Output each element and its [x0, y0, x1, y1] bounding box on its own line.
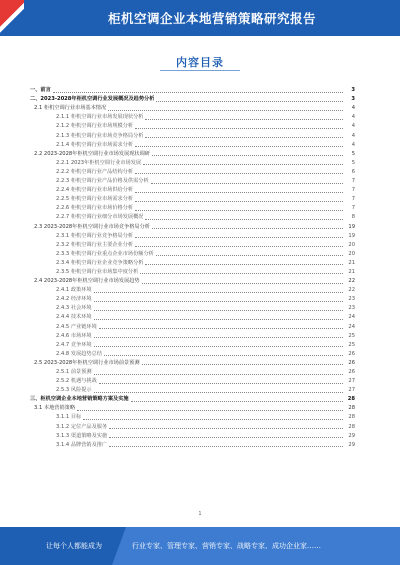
toc-entry[interactable] [30, 395, 355, 404]
toc-entry-page: 5 [351, 159, 355, 166]
toc-entry[interactable] [30, 195, 355, 204]
toc-dot-leader [135, 146, 343, 147]
toc-entry-text: 3.1.3 渠道策略及实施 [56, 432, 108, 439]
toc-entry-text: 2.2 2023-2028年柜机空调行业市场发展现状调研 [34, 150, 150, 157]
toc-entry-text: 3.1.1 目标 [56, 414, 82, 421]
toc-entry[interactable] [30, 404, 355, 413]
toc-entry-text: 2.5.2 机遇与挑战 [56, 378, 97, 385]
toc-entry-text: 一、前言 [30, 87, 51, 94]
report-title: 柜机空调企业本地营销策略研究报告 [107, 11, 316, 26]
toc-entry-text: 2.4 2023-2028年柜机空调行业市场发展趋势 [34, 278, 140, 285]
toc-entry-page: 6 [351, 168, 355, 175]
toc-dot-leader [140, 273, 343, 274]
toc-entry[interactable] [30, 168, 355, 177]
footer-tagline: 行业专家、管理专家、营销专家、战略专家、成功企业家…… [132, 542, 321, 550]
toc-entry[interactable] [30, 122, 355, 131]
toc-entry[interactable] [30, 259, 355, 268]
toc-entry[interactable] [30, 386, 355, 395]
toc-entry-text: 2.1 柜机空调行业市场基本情况 [34, 105, 107, 112]
toc-entry[interactable] [30, 177, 355, 186]
toc-entry-page: 21 [348, 259, 355, 266]
toc-dot-leader [145, 264, 343, 265]
toc-entry-page: 28 [347, 396, 355, 403]
toc-entry-page: 27 [348, 387, 355, 394]
toc-entry-page: 19 [348, 232, 355, 239]
toc-entry-page: 19 [348, 223, 355, 230]
toc-entry-text: 2.2.3 柜机空调行业产品价格及供需分析 [56, 178, 149, 185]
toc-entry[interactable] [30, 359, 355, 368]
toc-entry-text: 2.2.4 柜机空调行业市场供给分析 [56, 187, 134, 194]
toc-entry-page: 7 [351, 187, 355, 194]
toc-entry[interactable] [30, 413, 355, 422]
toc-entry-text: 2.1.3 柜机空调行业市场竞争格局分析 [56, 132, 144, 139]
toc-dot-leader [142, 283, 343, 284]
toc-entry-page: 26 [348, 350, 355, 357]
toc-dot-leader [94, 319, 343, 320]
toc-entry[interactable] [30, 286, 355, 295]
toc-entry[interactable] [30, 222, 355, 231]
toc-entry-page: 7 [351, 205, 355, 212]
toc-entry[interactable] [30, 104, 355, 113]
toc-entry-text: 2.2.2 柜机空调行业产品结构分析 [56, 168, 134, 175]
toc-entry[interactable] [30, 141, 355, 150]
toc-entry[interactable] [30, 295, 355, 304]
toc-dot-leader [135, 128, 343, 129]
toc-entry-text: 2.4.5 产业链环境 [56, 323, 97, 330]
toc-entry-text: 2.2.7 柜机空调行业细分市场发展概况 [56, 214, 144, 221]
toc-entry-page: 27 [348, 378, 355, 385]
toc-entry-text: 2.3.2 柜机空调行业主要企业分析 [56, 241, 134, 248]
toc-entry[interactable] [30, 213, 355, 222]
toc-dot-leader [143, 164, 343, 165]
toc-entry-text: 2.4.6 市场环境 [56, 332, 92, 339]
toc-entry[interactable] [30, 368, 355, 377]
toc-dot-leader [135, 210, 343, 211]
toc-entry[interactable] [30, 232, 355, 241]
toc-dot-leader [94, 374, 343, 375]
toc-entry-page: 7 [351, 196, 355, 203]
toc-entry-page: 4 [351, 132, 355, 139]
toc-entry[interactable] [30, 268, 355, 277]
report-footer [0, 527, 400, 565]
toc-entry-page: 4 [351, 141, 355, 148]
toc-dot-leader [77, 410, 343, 411]
toc-entry-text: 2.3 2023-2028年柜机空调行业市场竞争格局分析 [34, 223, 150, 230]
toc-dot-leader [135, 192, 343, 193]
toc-entry-text: 2.3.3 柜机空调行业重点企业市场份额分析 [56, 250, 154, 257]
toc-entry[interactable] [30, 241, 355, 250]
toc-entry-page: 26 [348, 369, 355, 375]
toc-dot-leader [94, 301, 343, 302]
toc-entry-page: 3 [351, 96, 355, 103]
table-of-contents [30, 86, 355, 506]
toc-entry-text: 2.4.1 政策环境 [56, 287, 92, 294]
toc-entry-page: 29 [348, 432, 355, 439]
toc-entry-page: 3 [351, 87, 355, 94]
toc-dot-leader [135, 173, 343, 174]
toc-entry[interactable] [30, 377, 355, 386]
toc-entry-text: 2.2.5 柜机空调行业市场需求分析 [56, 196, 134, 203]
toc-entry-page: 25 [348, 332, 355, 339]
toc-entry[interactable] [30, 159, 355, 168]
toc-dot-leader [99, 328, 343, 329]
toc-heading: 内容目录 [176, 56, 224, 69]
toc-entry[interactable] [30, 186, 355, 195]
toc-entry[interactable] [30, 422, 355, 431]
report-header [0, 0, 400, 36]
toc-dot-leader [156, 255, 343, 256]
toc-dot-leader [151, 183, 343, 184]
toc-entry-page: 7 [351, 178, 355, 185]
toc-entry[interactable] [30, 313, 355, 322]
toc-entry[interactable] [30, 95, 355, 104]
toc-entry-page: 22 [348, 287, 355, 294]
toc-dot-leader [108, 110, 343, 111]
toc-entry-text: 2.4.3 社会环境 [56, 305, 92, 312]
toc-entry-page: 26 [348, 359, 355, 366]
toc-entry[interactable] [30, 341, 355, 350]
toc-entry-page: 24 [348, 323, 355, 330]
toc-entry-text: 3.1 本地营销策略 [34, 405, 76, 412]
toc-entry-page: 23 [348, 296, 355, 303]
toc-dot-leader [135, 237, 343, 238]
toc-entry-text: 二、2023-2028年柜机空调行业发展概况及趋势分析 [30, 96, 155, 103]
toc-dot-leader [109, 446, 343, 447]
toc-dot-leader [131, 401, 343, 402]
toc-entry-page: 21 [348, 268, 355, 275]
toc-entry-text: 2.5 2023-2028年柜机空调行业市场前景预测 [34, 359, 140, 366]
toc-entry-page: 22 [348, 278, 355, 285]
toc-dot-leader [142, 364, 343, 365]
toc-entry-text: 2.3.1 柜机空调行业竞争格局分析 [56, 232, 134, 239]
toc-entry-text: 2.4.8 发展趋势总结 [56, 350, 102, 357]
toc-entry-text: 2.1.4 柜机空调行业市场需求分析 [56, 141, 134, 148]
toc-entry-text: 三、柜机空调企业本地营销策略方案及实施 [30, 396, 129, 403]
toc-dot-leader [109, 428, 343, 429]
toc-entry[interactable] [30, 204, 355, 213]
toc-dot-leader [156, 101, 343, 102]
toc-dot-leader [94, 346, 343, 347]
toc-entry-page: 4 [351, 123, 355, 130]
toc-entry[interactable] [30, 150, 355, 159]
toc-entry-text: 2.4.2 经济环境 [56, 296, 92, 303]
toc-entry-page: 20 [348, 250, 355, 257]
toc-entry-page: 4 [351, 105, 355, 112]
toc-dot-leader [152, 155, 343, 156]
toc-entry-page: 20 [348, 241, 355, 248]
toc-entry[interactable] [30, 322, 355, 331]
toc-entry[interactable] [30, 304, 355, 313]
toc-heading-underline [160, 70, 240, 71]
toc-dot-leader [83, 419, 343, 420]
toc-entry-text: 2.4.7 竞争环境 [56, 341, 92, 348]
toc-entry-page: 5 [351, 150, 355, 157]
toc-dot-leader [94, 392, 343, 393]
toc-dot-leader [135, 201, 343, 202]
toc-entry-page: 25 [348, 341, 355, 348]
toc-dot-leader [152, 228, 343, 229]
toc-entry-page: 23 [348, 305, 355, 312]
toc-entry-text: 2.1.2 柜机空调行业市场规模分析 [56, 123, 134, 130]
toc-entry-page: 4 [351, 114, 355, 121]
toc-entry-text: 2.2.6 柜机空调行业市场价格分析 [56, 205, 134, 212]
toc-dot-leader [145, 119, 343, 120]
toc-entry-text: 3.1.2 定位产品及服务 [56, 423, 108, 430]
toc-dot-leader [104, 355, 343, 356]
toc-entry-text: 2.4.4 技术环境 [56, 314, 92, 321]
page-number: 1 [198, 511, 202, 517]
toc-dot-leader [145, 137, 343, 138]
toc-entry-page: 28 [348, 423, 355, 430]
toc-entry[interactable] [30, 131, 355, 140]
toc-entry[interactable] [30, 86, 355, 95]
toc-dot-leader [145, 219, 343, 220]
toc-dot-leader [99, 383, 343, 384]
toc-entry-text: 2.5.1 前景预测 [56, 369, 92, 375]
toc-dot-leader [53, 92, 343, 93]
toc-dot-leader [135, 246, 343, 247]
toc-entry-page: 28 [348, 414, 355, 421]
toc-entry-text: 2.3.5 柜机空调行业市场集中度分析 [56, 268, 139, 275]
toc-entry[interactable] [30, 113, 355, 122]
toc-entry[interactable] [30, 332, 355, 341]
toc-entry-page: 8 [351, 214, 355, 221]
toc-entry-page: 24 [348, 314, 355, 321]
toc-entry-text: 2.1.1 柜机空调行业市场发展现状分析 [56, 114, 144, 121]
toc-entry-text: 3.1.4 品牌营销及推广 [56, 441, 108, 448]
toc-entry-page: 29 [348, 441, 355, 448]
toc-entry-page: 28 [348, 405, 355, 412]
toc-entry-text: 2.3.4 柜机空调行业企业竞争策略分析 [56, 259, 144, 266]
toc-entry[interactable] [30, 250, 355, 259]
toc-entry[interactable] [30, 277, 355, 286]
footer-slogan: 让每个人都能成为 [46, 542, 102, 550]
toc-entry-text: 2.2.1 2023年柜机空调行业市场发展 [56, 159, 142, 166]
toc-entry[interactable] [30, 432, 355, 441]
toc-entry-text: 2.5.3 风险提示 [56, 387, 92, 394]
toc-entry[interactable] [30, 350, 355, 359]
toc-dot-leader [94, 310, 343, 311]
toc-entry[interactable] [30, 441, 355, 450]
header-accent-stripe [0, 0, 24, 36]
toc-dot-leader [94, 292, 343, 293]
toc-dot-leader [94, 337, 343, 338]
toc-dot-leader [109, 437, 343, 438]
